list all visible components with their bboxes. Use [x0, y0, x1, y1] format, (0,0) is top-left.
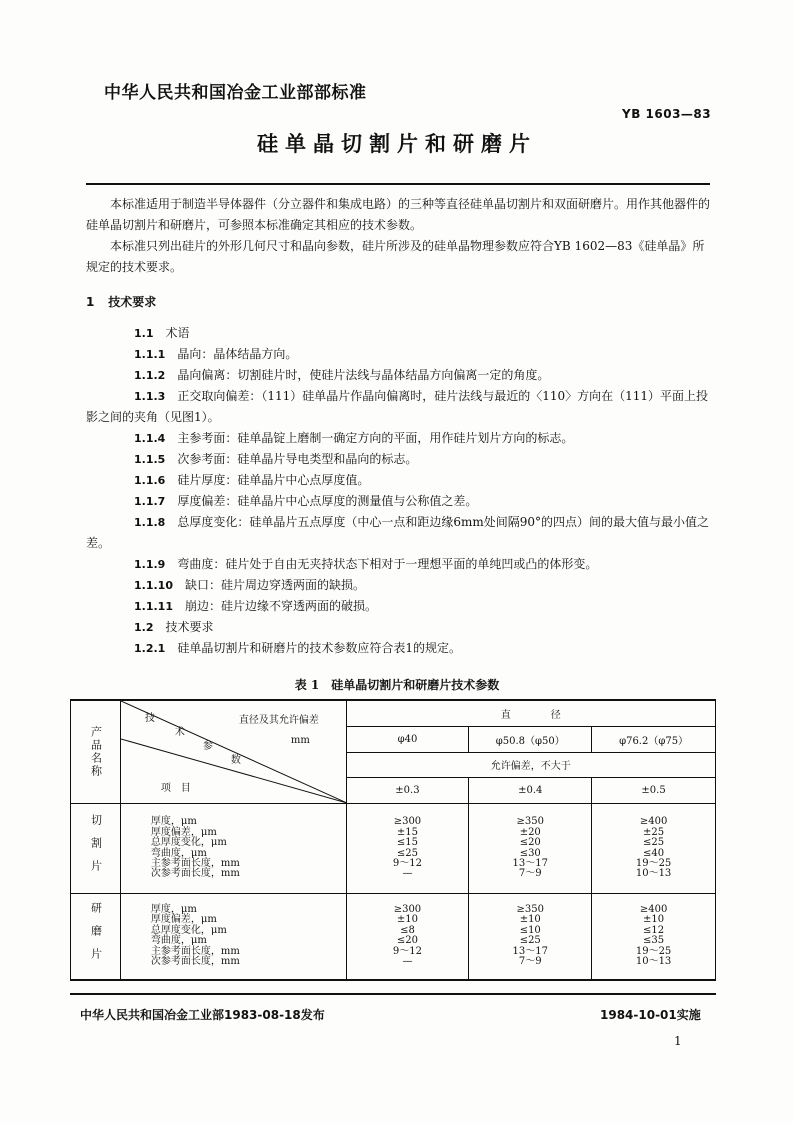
table-cell-value: ≤12: [643, 924, 665, 936]
footer-rule: [70, 993, 716, 995]
spec-table: [70, 699, 716, 981]
table-cell-value: ±10: [396, 914, 418, 926]
table-cell-value: 10～13: [635, 868, 672, 880]
clause-1-1-7: [86, 491, 712, 512]
intro-section: [86, 194, 712, 278]
table-cell-value: 切割片: [89, 814, 103, 883]
section-1-number: 1: [86, 295, 95, 309]
clause-number: 1.1: [134, 327, 154, 340]
corner-label-item: 项 目: [160, 783, 191, 794]
table-cell-value: ≤20: [519, 837, 541, 849]
diameter-50-8: φ50.8（φ50）: [469, 726, 592, 752]
clause-number: 1.1.1: [134, 348, 166, 361]
table-cell-value: ≥350: [516, 816, 544, 828]
clause-1-1-3: [86, 386, 712, 428]
table-cell-value: 7～9: [518, 868, 542, 880]
table-cell-value: 研磨片: [89, 901, 103, 971]
table-cell-value: ±20: [519, 826, 541, 838]
table-cell-value: ±15: [396, 826, 418, 838]
clause-number: 1.1.8: [134, 516, 166, 529]
clause-number: 1.1.9: [134, 558, 166, 571]
table-cell-value: ≥300: [393, 816, 422, 828]
table-cell-value: 9～12: [392, 857, 422, 869]
cut-values-40: [346, 804, 469, 894]
standard-code: YB 1603—83: [622, 107, 712, 121]
table-cell-value: 产品名称: [89, 726, 103, 778]
clause-text: 晶向偏离：切割硅片时，使硅片法线与晶体结晶方向偏离一定的角度。: [177, 368, 550, 382]
clause-text: 正交取向偏差：（111）硅单晶片作晶向偏离时，硅片法线与最近的〈110〉方向在（111）平面上投影之间的夹角（见图1）。: [86, 389, 709, 424]
corner-label-can: 参: [202, 741, 213, 752]
cut-values-76-2: [592, 804, 716, 894]
clause-number: 1.1.5: [134, 453, 166, 466]
table-cell-value: 弯曲度，μm: [150, 935, 207, 947]
table-cell-value: 13～17: [512, 857, 548, 869]
clause-number: 1.1.3: [134, 390, 166, 403]
table-cell-value: ≤35: [643, 935, 665, 947]
table-row: [71, 894, 716, 980]
lapped-values-40: [346, 894, 469, 980]
corner-label-diameter: 直径及其允许偏差: [238, 715, 319, 726]
clause-1-2-1: [86, 638, 712, 659]
tolerance-40: ±0.3: [346, 777, 469, 803]
issuing-body-title: 中华人民共和国冶金工业部部标准: [104, 83, 367, 103]
clause-1-1-2: [86, 365, 712, 386]
corner-label-num: 数: [230, 755, 241, 766]
clause-list: [86, 323, 712, 659]
page-number: 1: [674, 1034, 682, 1048]
table-cell-value: ≤8: [400, 924, 415, 936]
clause-number: 1.2: [134, 621, 154, 634]
clause-text: 硅片厚度：硅单晶片中心点厚度值。: [177, 473, 370, 487]
intro-paragraph-1: 本标准适用于制造半导体器件（分立器件和集成电路）的三种等直径硅单晶切割片和双面研磨片。用作其他器件的硅单晶切割片和研磨片，可参照本标准确定其相应的技术参数。: [86, 197, 711, 232]
diameter-40: φ40: [346, 726, 469, 752]
table-cell-value: ±10: [519, 914, 541, 926]
table-cell-value: 厚度偏差，μm: [150, 826, 217, 838]
issue-date: 中华人民共和国冶金工业部1983-08-18发布: [80, 1008, 325, 1022]
diameter-header: 直 径: [346, 700, 715, 726]
clause-text: 术语: [165, 326, 190, 340]
header-rule: [86, 183, 710, 185]
table-cell-value: 9～12: [392, 945, 422, 957]
effective-date: 1984-10-01实施: [600, 1008, 701, 1022]
tolerance-76-2: ±0.5: [592, 777, 716, 803]
table-cell-value: 主参考面长度，mm: [150, 945, 240, 957]
table-cell-value: 13～17: [512, 945, 548, 957]
table-cell-value: ≥400: [639, 816, 668, 828]
table-cell-value: ±10: [643, 914, 665, 926]
clause-text: 缺口：硅片周边穿透两面的缺损。: [185, 578, 366, 592]
clause-1-1-10: [86, 575, 712, 596]
table-cell-value: 厚度偏差，μm: [150, 914, 217, 926]
cut-values-50-8: [469, 804, 592, 894]
table-cell-value: 次参考面长度，mm: [150, 868, 240, 880]
clause-1-1-4: [86, 428, 712, 449]
clause-number: 1.1.6: [134, 474, 166, 487]
table-cell-value: ±25: [643, 826, 665, 838]
table-caption: 表 1 硅单晶切割片和研磨片技术参数: [294, 678, 500, 692]
table-cell-value: ≤15: [396, 837, 418, 849]
intro-paragraph-2: 本标准只列出硅片的外形几何尺寸和晶向参数，硅片所涉及的硅单晶物理参数应符合YB 1602—83《硅单晶》所规定的技术要求。: [86, 239, 705, 274]
table-cell-value: 主参考面长度，mm: [150, 857, 240, 869]
clause-number: 1.1.7: [134, 495, 166, 508]
clause-number: 1.1.10: [134, 579, 173, 592]
clause-number: 1.1.4: [134, 432, 166, 445]
clause-text: 硅单晶切割片和研磨片的技术参数应符合表1的规定。: [177, 641, 461, 655]
clause-1-2: [86, 617, 712, 638]
clause-1-1-9: [86, 554, 712, 575]
lapped-values-76-2: [592, 894, 716, 980]
table-cell-value: 次参考面长度，mm: [150, 956, 240, 968]
tolerance-label: 允许偏差，不大于: [346, 753, 715, 777]
clause-1-1-8: [86, 512, 712, 554]
clause-1-1-1: [86, 344, 712, 365]
table-cell-value: ≤20: [396, 935, 418, 947]
clause-text: 晶向：晶体结晶方向。: [177, 347, 298, 361]
table-cell-value: ≤40: [643, 847, 665, 859]
document-title: 硅单晶切割片和研磨片: [257, 132, 537, 156]
clause-1-1-11: [86, 596, 712, 617]
table-cell-value: 总厚度变化，μm: [150, 837, 227, 849]
param-labels: [120, 804, 346, 894]
clause-text: 厚度偏差：硅单晶片中心点厚度的测量值与公称值之差。: [177, 494, 478, 508]
corner-label-shu: 术: [174, 727, 185, 738]
clause-1-1-6: [86, 470, 712, 491]
group-name-lapped: [71, 894, 121, 980]
clause-number: 1.2.1: [134, 642, 166, 655]
clause-text: 主参考面：硅单晶锭上磨制一确定方向的平面，用作硅片划片方向的标志。: [177, 431, 574, 445]
table-cell-value: 厚度，μm: [150, 816, 197, 828]
group-name-cut: [71, 804, 121, 894]
clause-text: 崩边：硅片边缘不穿透两面的破损。: [185, 599, 378, 613]
clause-1-1-5: [86, 449, 712, 470]
clause-text: 总厚度变化：硅单晶片五点厚度（中心一点和距边缘6mm处间隔90°的四点）间的最大值与最小值之差。: [86, 515, 710, 550]
table-cell-value: ≥300: [393, 904, 422, 916]
product-name-header: [71, 700, 121, 804]
clause-text: 弯曲度：硅片处于自由无夹持状态下相对于一理想平面的单纯凹或凸的体形变。: [177, 557, 598, 571]
table-cell-value: 厚度，μm: [150, 904, 197, 916]
section-1-heading: [86, 292, 712, 313]
clause-text: 次参考面：硅单晶片导电类型和晶向的标志。: [177, 452, 418, 466]
clause-number: 1.1.11: [134, 600, 173, 613]
table-cell-value: ≤25: [519, 935, 541, 947]
table-cell-value: —: [402, 868, 413, 880]
table-cell-value: ≤30: [519, 847, 541, 859]
clause-1-1: [86, 323, 712, 344]
table-cell-value: ≤25: [643, 837, 665, 849]
table-cell-value: ≤10: [519, 924, 541, 936]
table-cell-value: 19～25: [635, 857, 672, 869]
table-cell-value: 弯曲度，μm: [150, 847, 207, 859]
corner-label-mm: mm: [290, 735, 310, 746]
table-cell-value: —: [402, 956, 413, 968]
diagonal-corner-header: [120, 700, 346, 804]
param-labels: [120, 894, 346, 980]
clause-number: 1.1.2: [134, 369, 166, 382]
table-cell-value: 10～13: [635, 956, 672, 968]
clause-text: 技术要求: [165, 620, 214, 634]
lapped-values-50-8: [469, 894, 592, 980]
table-cell-value: 19～25: [635, 945, 672, 957]
section-1-title: 技术要求: [108, 295, 157, 309]
table-cell-value: ≥350: [516, 904, 544, 916]
diameter-76-2: φ76.2（φ75）: [592, 726, 716, 752]
table-cell-value: 7～9: [518, 956, 542, 968]
table-cell-value: ≤25: [396, 847, 418, 859]
table-cell-value: ≥400: [639, 904, 668, 916]
tolerance-50-8: ±0.4: [469, 777, 592, 803]
table-cell-value: 总厚度变化，μm: [150, 924, 227, 936]
table-row: [71, 804, 716, 894]
corner-label-tech: 技: [144, 713, 155, 724]
